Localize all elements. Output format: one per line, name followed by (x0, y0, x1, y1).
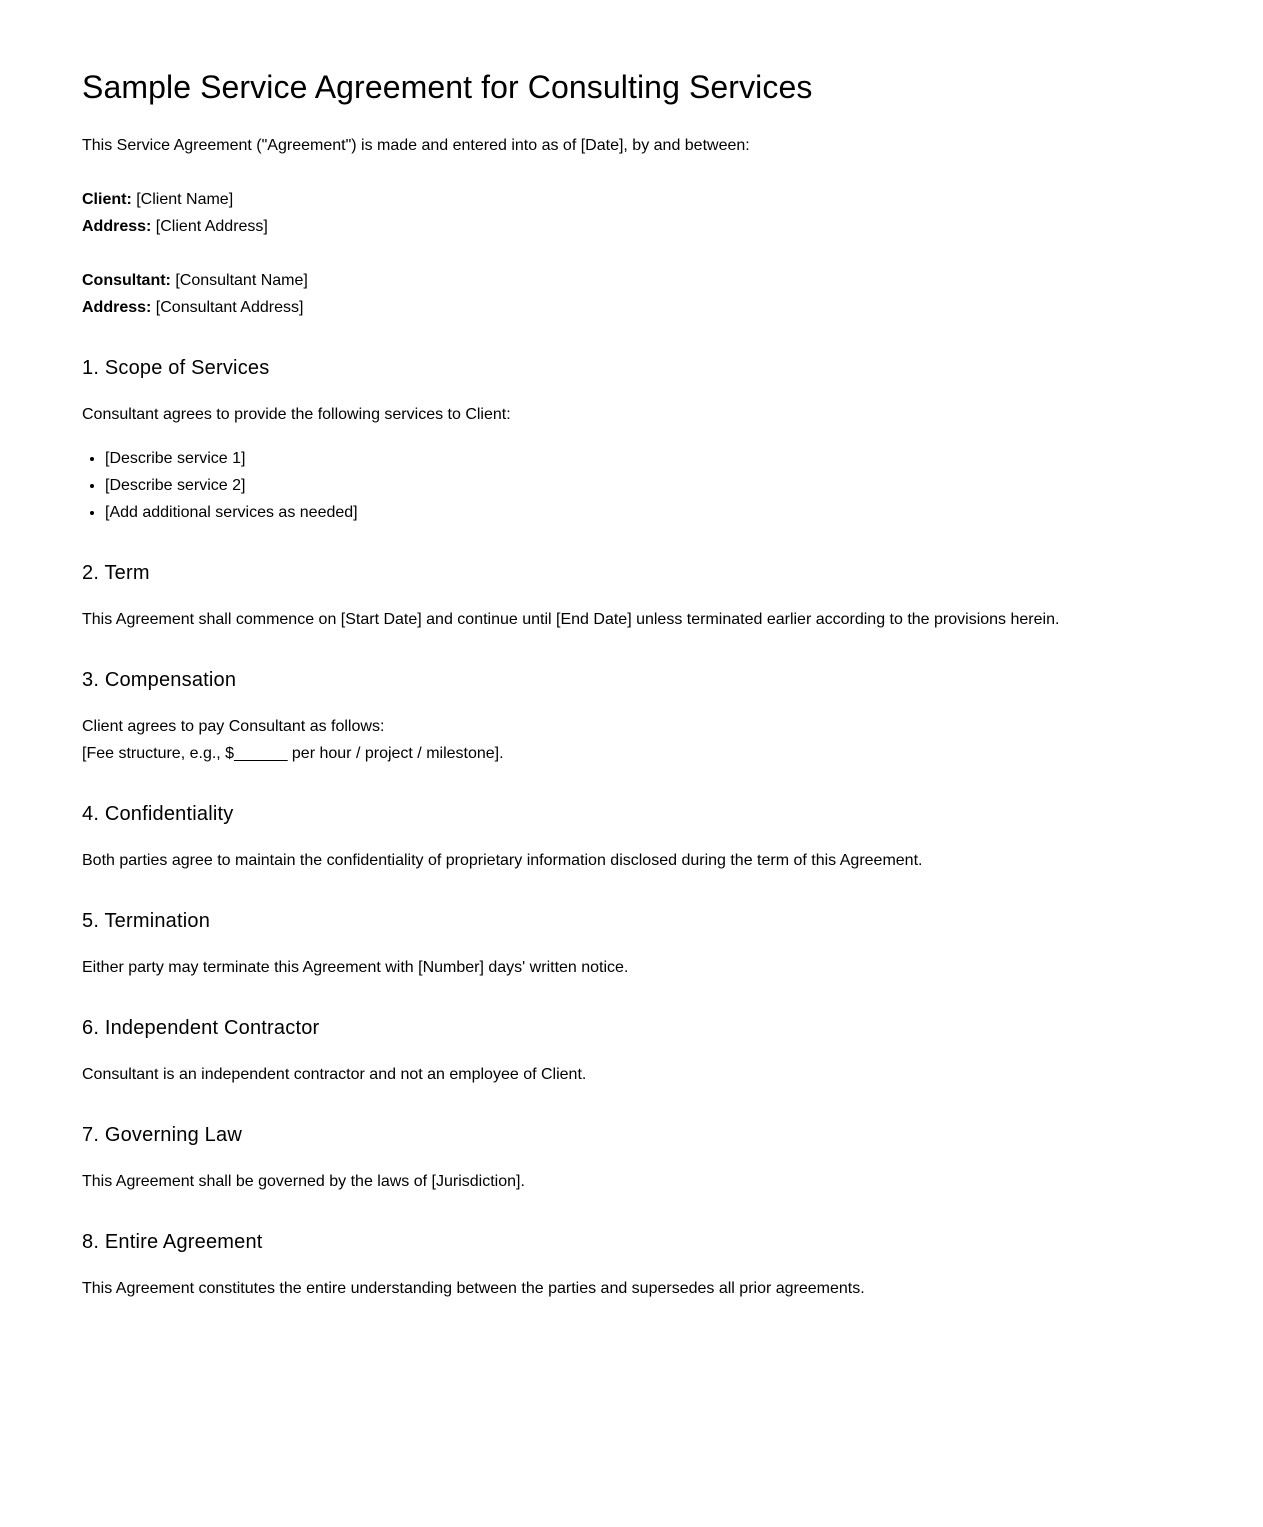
list-item: • [Describe service 1] (105, 445, 1182, 472)
section-heading: 6. Independent Contractor (82, 1017, 320, 1039)
client-address-line (82, 213, 1182, 240)
section-governing-law (82, 1122, 1182, 1195)
section-heading: 5. Termination (82, 910, 211, 932)
section-body: This Agreement shall be governed by the laws of [Jurisdiction]. (82, 1173, 525, 1190)
fee-structure-line: [Fee structure, e.g., $______ per hour / project / milestone]. (82, 745, 504, 762)
services-list (82, 445, 1182, 526)
consultant-address-line (82, 294, 1182, 321)
document (82, 0, 1182, 1300)
section-heading: 8. Entire Agreement (82, 1231, 263, 1253)
section-body: Consultant is an independent contractor and not an employee of Client. (82, 1066, 587, 1083)
section-heading: 4. Confidentiality (82, 803, 234, 825)
section-heading: 1. Scope of Services (82, 357, 270, 379)
client-block (82, 186, 1182, 240)
section-heading: 3. Compensation (82, 669, 237, 691)
section-term (82, 560, 1182, 633)
section-body: Client agrees to pay Consultant as follows: (82, 718, 385, 735)
section-independent-contractor (82, 1015, 1182, 1088)
section-heading: 7. Governing Law (82, 1124, 242, 1146)
client-address-label: Address: (82, 218, 152, 235)
client-name-value: [Client Name] (131, 191, 234, 208)
section-scope-of-services (82, 355, 1182, 526)
section-entire-agreement (82, 1229, 1182, 1300)
consultant-block (82, 267, 1182, 321)
section-body: Either party may terminate this Agreement with [Number] days' written notice. (82, 959, 629, 976)
consultant-name-value: [Consultant Name] (170, 272, 308, 289)
consultant-address-label: Address: (82, 299, 152, 316)
section-body: This Agreement constitutes the entire understanding between the parties and supersedes all prior agreements. (82, 1280, 865, 1297)
section-body: Consultant agrees to provide the following services to Client: (82, 406, 511, 423)
section-body: This Agreement shall commence on [Start Date] and continue until [End Date] unless terminated earlier according to the provisions herein. (82, 611, 1060, 628)
section-body: Both parties agree to maintain the confidentiality of proprietary information disclosed during the term of this Agreement. (82, 852, 923, 869)
consultant-name-label: Consultant: (82, 272, 171, 289)
intro-paragraph: This Service Agreement ("Agreement") is made and entered into as of [Date], by and between: (82, 137, 750, 154)
section-confidentiality (82, 801, 1182, 874)
section-termination (82, 908, 1182, 981)
client-address-value: [Client Address] (151, 218, 268, 235)
client-name-line (82, 186, 1182, 213)
list-item: • [Describe service 2] (105, 472, 1182, 499)
client-name-label: Client: (82, 191, 132, 208)
consultant-name-line (82, 267, 1182, 294)
list-item: • [Add additional services as needed] (105, 499, 1182, 526)
section-heading: 2. Term (82, 562, 150, 584)
document-title: Sample Service Agreement for Consulting Services (82, 69, 813, 105)
consultant-address-value: [Consultant Address] (151, 299, 304, 316)
section-compensation (82, 667, 1182, 767)
